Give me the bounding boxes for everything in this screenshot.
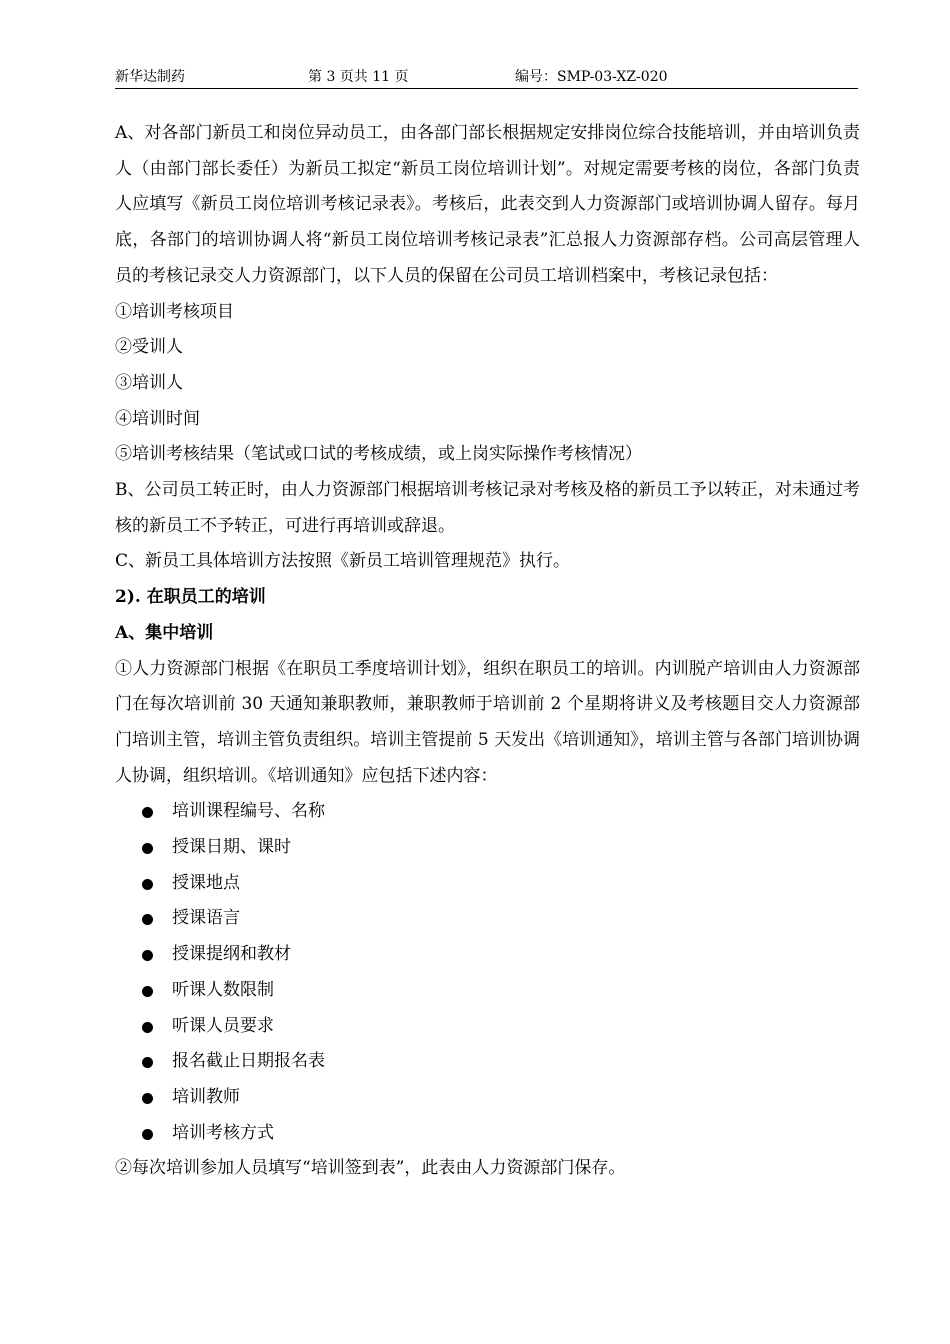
bullet-icon [142,1022,153,1033]
document-body [115,116,860,1187]
list-item: 培训教师 [115,1080,860,1116]
paragraph-method: C、新员工具体培训方法按照《新员工培训管理规范》执行。 [115,551,571,572]
bullet-icon [142,1093,153,1104]
list-item: 培训课程编号、名称 [115,794,860,830]
bullet-icon [142,843,153,854]
record-item: ③培训人 [115,372,183,393]
bullet-icon [142,879,153,890]
record-item: ②受训人 [115,337,183,358]
header-company: 新华达制药 [115,69,185,85]
notice-contents-list [115,794,860,1151]
paragraph-new-employee-training: A、对各部门新员工和岗位异动员工，由各部门部长根据规定安排岗位综合技能培训，并由培训负责人（由部门部长委任）为新员工拟定“新员工岗位培训计划”。对规定需要考核的岗位，各部门负责人应填写《新员工岗位培训考核记录表》。考核后，此表交到人力资源部门或培训协调人留存。每月底，各部门的培训协调人将“新员工岗位培训考核记录表”汇总报人力资源部存档。公司高层管理人员的考核记录交人力资源部门，以下人员的保留在公司员工培训档案中，考核记录包括： [115,123,860,286]
header-page-number: 第 3 页共 11 页 [308,69,409,85]
list-item: 报名截止日期报名表 [115,1044,860,1080]
bullet-icon [142,1129,153,1140]
list-item: 授课语言 [115,901,860,937]
paragraph-sign-in: ②每次培训参加人员填写“培训签到表”，此表由人力资源部门保存。 [115,1158,626,1179]
paragraph-training-notice: ①人力资源部门根据《在职员工季度培训计划》，组织在职员工的培训。内训脱产培训由人力资源部门在每次培训前 30 天通知兼职教师，兼职教师于培训前 2 个星期将讲义及考核题目交人力资源部门培训主管，培训主管负责组织。培训主管提前 5 天发出《培训通知》，培训主管与各部门培训协调人协调，组织培训。《培训通知》应包括下述内容： [115,658,860,786]
record-item: ①培训考核项目 [115,301,234,322]
bullet-icon [142,950,153,961]
paragraph-confirmation: B、公司员工转正时，由人力资源部门根据培训考核记录对考核及格的新员工予以转正，对未通过考核的新员工不予转正，可进行再培训或辞退。 [115,480,860,536]
section-heading: 2). 在职员工的培训 [115,587,266,608]
list-item: 授课提纲和教材 [115,937,860,973]
record-item: ⑤培训考核结果（笔试或口试的考核成绩，或上岗实际操作考核情况） [115,444,642,465]
list-item: 授课日期、课时 [115,830,860,866]
page-header [115,66,858,89]
list-item: 听课人员要求 [115,1009,860,1045]
bullet-icon [142,914,153,925]
list-item: 培训考核方式 [115,1116,860,1152]
list-item: 听课人数限制 [115,973,860,1009]
bullet-icon [142,807,153,818]
header-document-code: 编号：SMP-03-XZ-020 [515,69,668,85]
list-item: 授课地点 [115,866,860,902]
bullet-icon [142,986,153,997]
subsection-heading: A、集中培训 [115,622,214,643]
record-item: ④培训时间 [115,408,200,429]
bullet-icon [142,1057,153,1068]
